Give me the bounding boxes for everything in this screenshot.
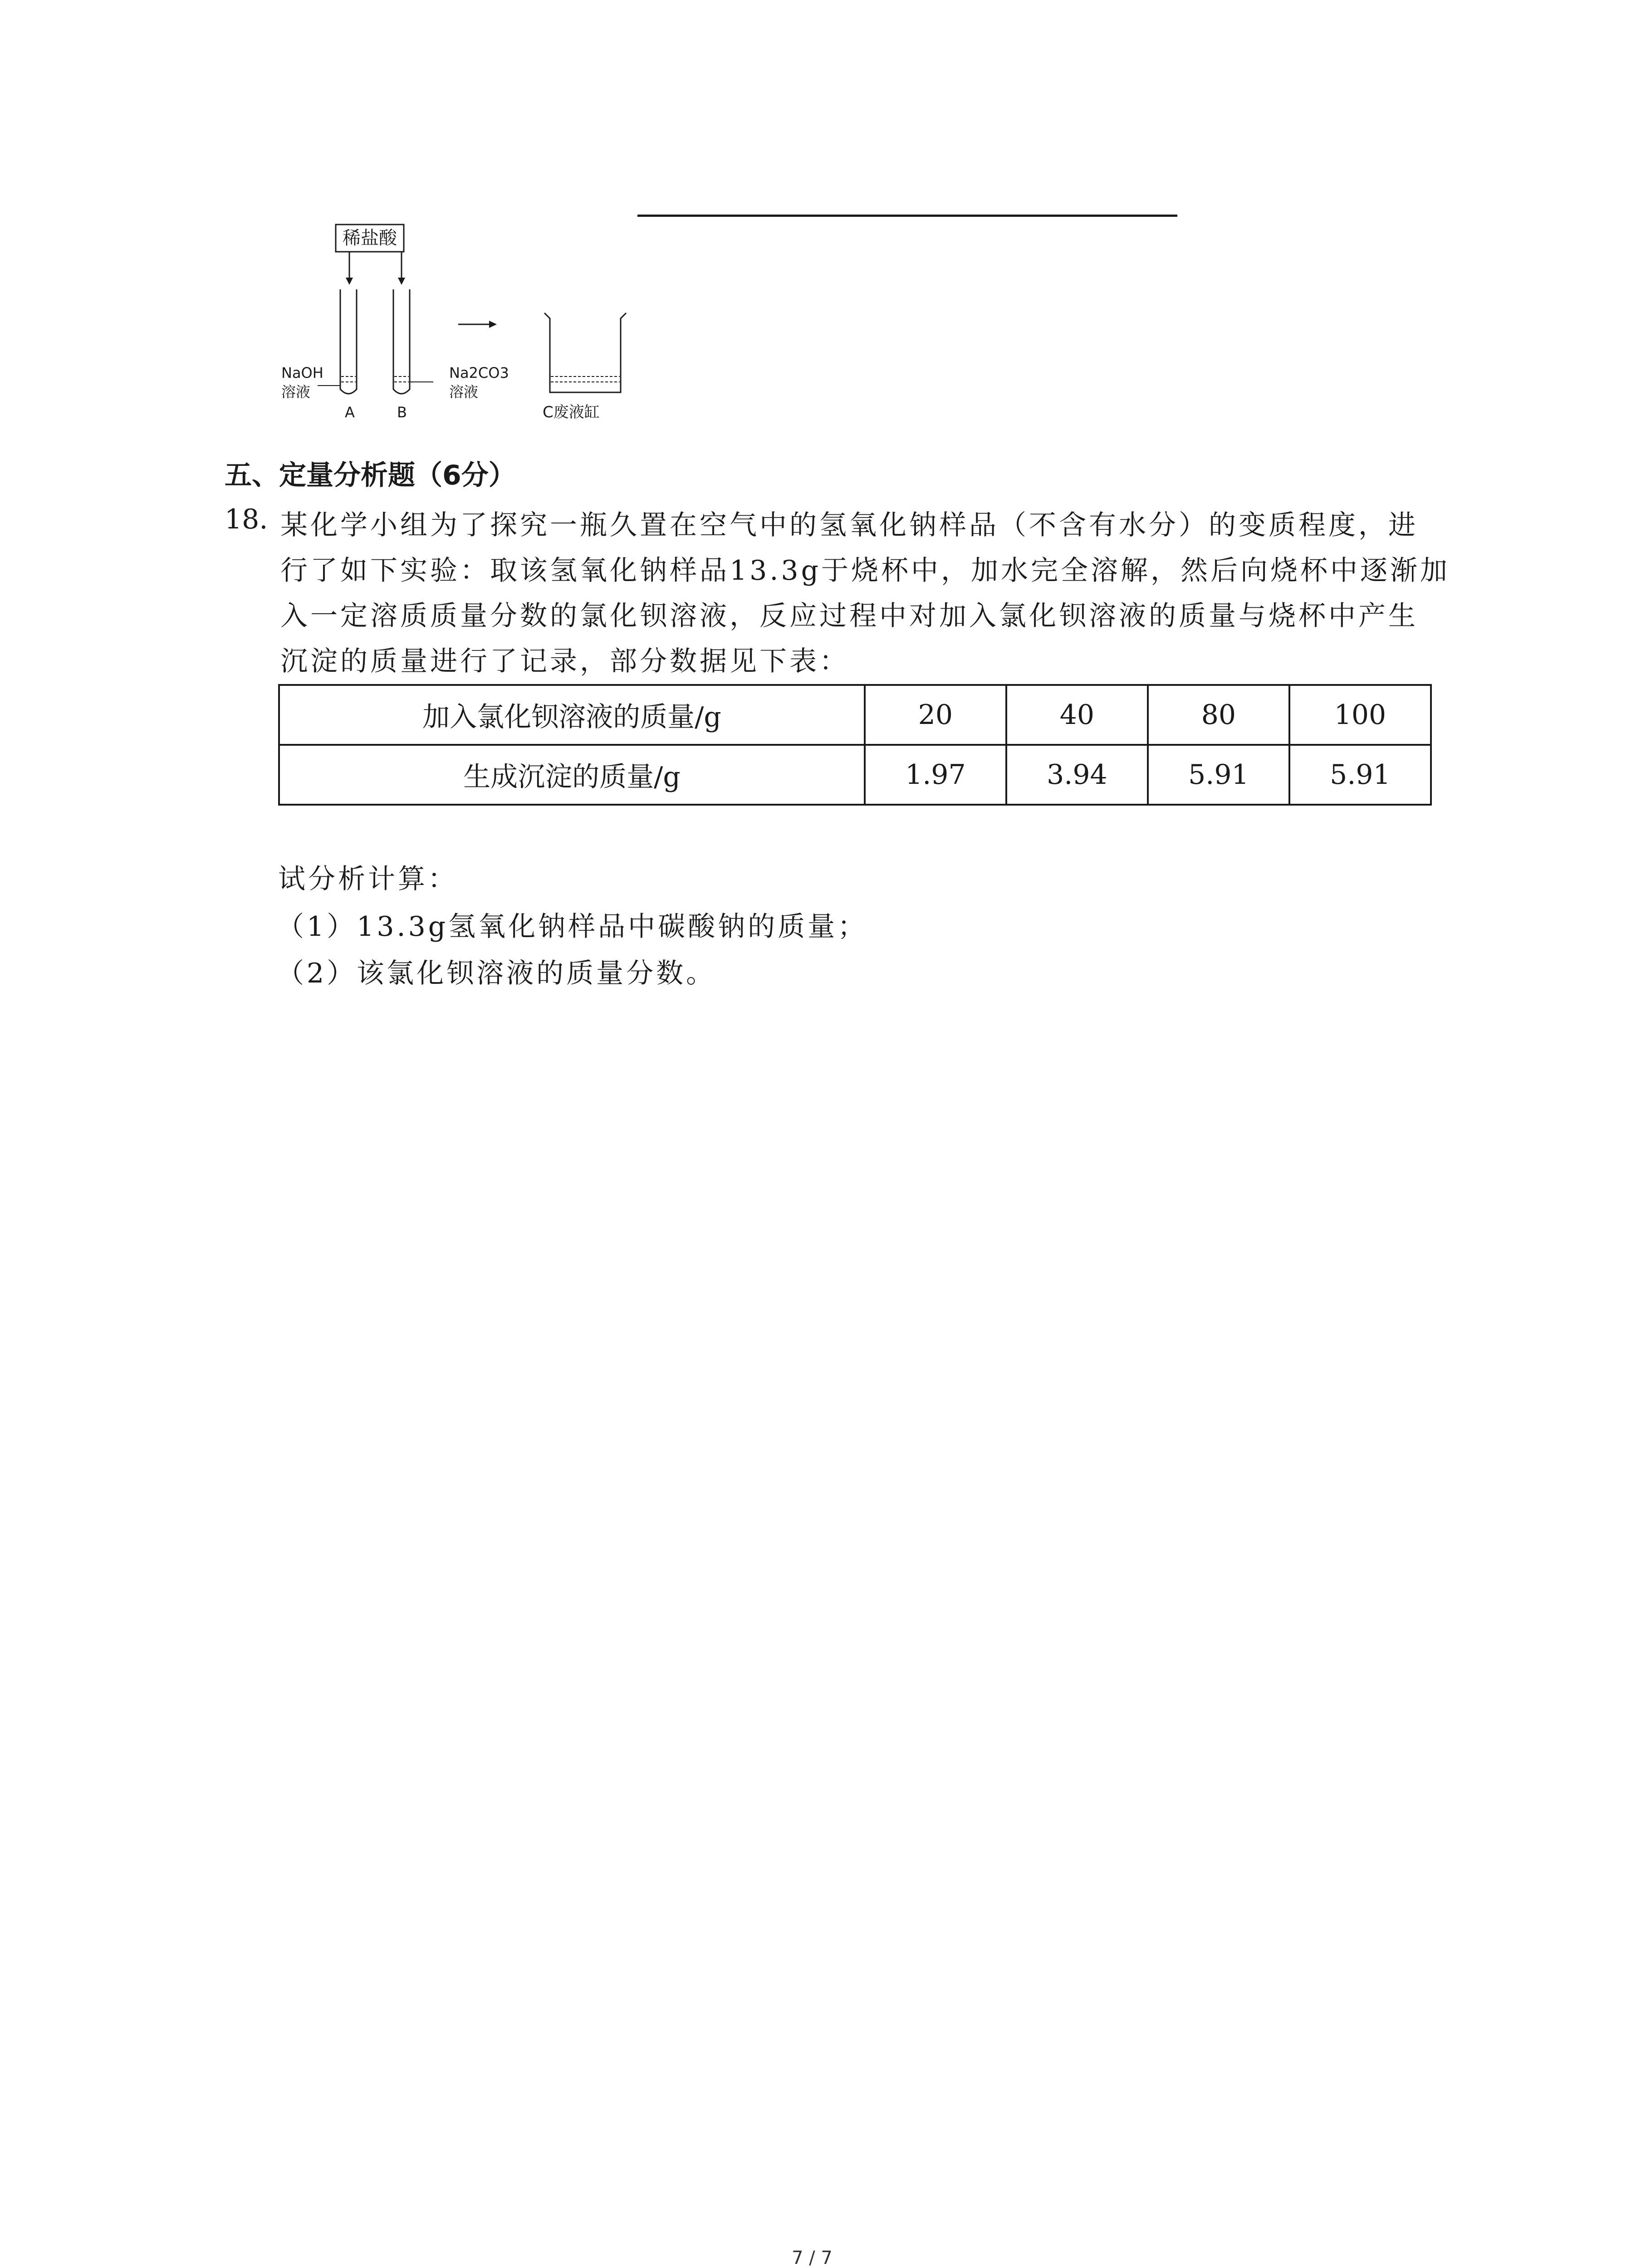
table-row (279, 685, 1431, 745)
table-cell: 1.97 (865, 745, 1006, 805)
arrow-down-a-icon (346, 278, 353, 285)
data-table (278, 684, 1432, 806)
table-cell: 5.91 (1289, 745, 1431, 805)
arrow-right-icon (489, 321, 497, 328)
table-cell: 5.91 (1148, 745, 1289, 805)
table-cell: 80 (1148, 685, 1289, 745)
waste-beaker (544, 313, 626, 392)
table-cell: 20 (865, 685, 1006, 745)
page-number: 7 / 7 (792, 2248, 833, 2268)
analysis-item-2: （2）该氯化钡溶液的质量分数。 (277, 958, 716, 989)
tube-b-reagent-line1: Na2CO3 (449, 364, 509, 381)
table-cell: 3.94 (1006, 745, 1148, 805)
table-row-header: 加入氯化钡溶液的质量/g (279, 685, 865, 745)
table-cell: 100 (1289, 685, 1431, 745)
test-tube-a (340, 289, 357, 394)
analysis-item-1: （1）13.3g氢氧化钠样品中碳酸钠的质量； (277, 911, 868, 943)
table-row-header: 生成沉淀的质量/g (279, 745, 865, 805)
tube-b-label: B (397, 404, 407, 421)
analysis-intro: 试分析计算： (278, 863, 458, 895)
apparatus-figure (272, 222, 726, 440)
test-tube-b (393, 289, 410, 394)
section-title: 五、定量分析题（6分） (225, 459, 516, 491)
tube-a-reagent-line1: NaOH (281, 364, 323, 381)
apparatus-diagram (272, 222, 726, 440)
beaker-label: C废液缸 (543, 403, 600, 421)
question-line-3: 入一定溶质质量分数的氯化钡溶液，反应过程中对加入氯化钡溶液的质量与烧杯中产生 (280, 600, 1418, 632)
reagent-label: 稀盐酸 (343, 228, 397, 249)
question-line-2: 行了如下实验：取该氢氧化钠样品13.3g于烧杯中，加水完全溶解，然后向烧杯中逐渐加 (280, 555, 1450, 587)
table-row (279, 745, 1431, 805)
answer-blank-line (637, 215, 1177, 217)
arrow-down-b-icon (398, 278, 405, 285)
tube-a-reagent-line2: 溶液 (281, 383, 311, 401)
table-cell: 40 (1006, 685, 1148, 745)
tube-a-label: A (345, 404, 355, 421)
question-line-4: 沉淀的质量进行了记录，部分数据见下表： (280, 645, 849, 677)
tube-b-reagent-line2: 溶液 (449, 383, 479, 401)
question-number: 18. (225, 503, 268, 535)
question-line-1: 某化学小组为了探究一瓶久置在空气中的氢氧化钠样品（不含有水分）的变质程度，进 (280, 509, 1418, 541)
